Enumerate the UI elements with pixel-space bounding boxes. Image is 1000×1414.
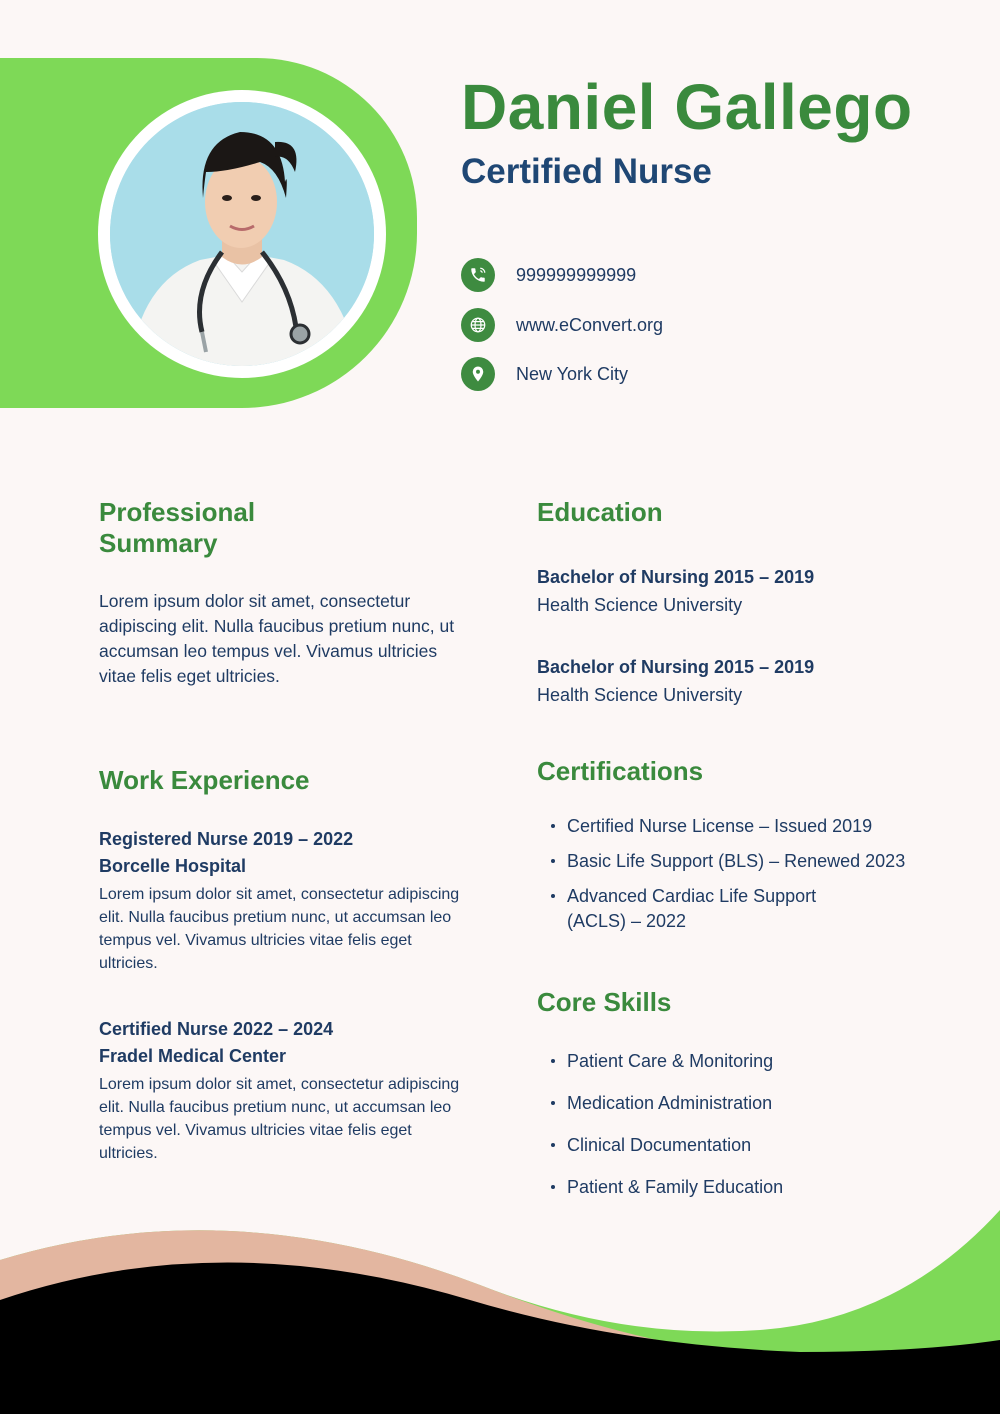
school: Health Science University bbox=[537, 595, 743, 615]
contact-phone bbox=[461, 258, 636, 292]
summary-heading-line2: Summary bbox=[99, 528, 218, 558]
certification-item: Advanced Cardiac Life Support (ACLS) – 2022 bbox=[537, 884, 847, 934]
certification-item: Certified Nurse License – Issued 2019 bbox=[537, 814, 937, 839]
certifications-list bbox=[537, 814, 937, 934]
location-text: New York City bbox=[516, 363, 629, 384]
job-entry bbox=[99, 1019, 479, 1165]
work-section bbox=[99, 765, 479, 1165]
job-employer: Fradel Medical Center bbox=[99, 1046, 287, 1066]
skill-item: Patient & Family Education bbox=[537, 1175, 937, 1200]
globe-icon bbox=[461, 308, 495, 342]
profile-photo bbox=[110, 102, 374, 366]
work-heading: Work Experience bbox=[99, 765, 310, 795]
skill-item: Patient Care & Monitoring bbox=[537, 1049, 937, 1074]
skills-list bbox=[537, 1049, 937, 1200]
skill-item: Clinical Documentation bbox=[537, 1133, 937, 1158]
education-entry bbox=[537, 567, 937, 616]
location-pin-icon bbox=[461, 357, 495, 391]
website-link[interactable]: www.eConvert.org bbox=[516, 314, 664, 335]
summary-heading-line1: Professional bbox=[99, 497, 256, 527]
education-section bbox=[537, 497, 937, 706]
nurse-portrait-illustration bbox=[110, 102, 374, 366]
contact-location bbox=[461, 357, 628, 391]
contact-website bbox=[461, 308, 663, 342]
skills-section bbox=[537, 987, 937, 1200]
job-title: Certified Nurse bbox=[461, 152, 712, 191]
summary-heading bbox=[99, 497, 479, 559]
job-role: Registered Nurse 2019 – 2022 bbox=[99, 829, 354, 849]
certifications-heading: Certifications bbox=[537, 756, 704, 786]
candidate-name: Daniel Gallego bbox=[461, 71, 913, 143]
job-description: Lorem ipsum dolor sit amet, consectetur adipiscing elit. Nulla faucibus pretium nunc, ut accumsan leo tempus vel. Vivamus ultricies vitae felis eget ultricies. bbox=[99, 1076, 460, 1162]
job-entry bbox=[99, 829, 479, 975]
education-entry bbox=[537, 657, 937, 706]
footer-wave-decoration bbox=[0, 1200, 1000, 1414]
degree: Bachelor of Nursing 2015 – 2019 bbox=[537, 567, 815, 587]
education-heading: Education bbox=[537, 497, 663, 527]
skill-item: Medication Administration bbox=[537, 1091, 937, 1116]
job-employer: Borcelle Hospital bbox=[99, 856, 247, 876]
certifications-section bbox=[537, 756, 937, 934]
job-role: Certified Nurse 2022 – 2024 bbox=[99, 1019, 334, 1039]
school: Health Science University bbox=[537, 685, 743, 705]
phone-number: 999999999999 bbox=[516, 264, 637, 285]
phone-icon bbox=[461, 258, 495, 292]
certification-item: Basic Life Support (BLS) – Renewed 2023 bbox=[537, 849, 937, 874]
skills-heading: Core Skills bbox=[537, 987, 672, 1017]
summary-text: Lorem ipsum dolor sit amet, consectetur adipiscing elit. Nulla faucibus pretium nunc, ut accumsan leo tempus vel. Vivamus ultricies vitae felis eget ultricies. bbox=[99, 591, 455, 686]
degree: Bachelor of Nursing 2015 – 2019 bbox=[537, 657, 815, 677]
job-description: Lorem ipsum dolor sit amet, consectetur adipiscing elit. Nulla faucibus pretium nunc, ut accumsan leo tempus vel. Vivamus ultricies vitae felis eget ultricies. bbox=[99, 886, 460, 972]
summary-section bbox=[99, 497, 479, 689]
